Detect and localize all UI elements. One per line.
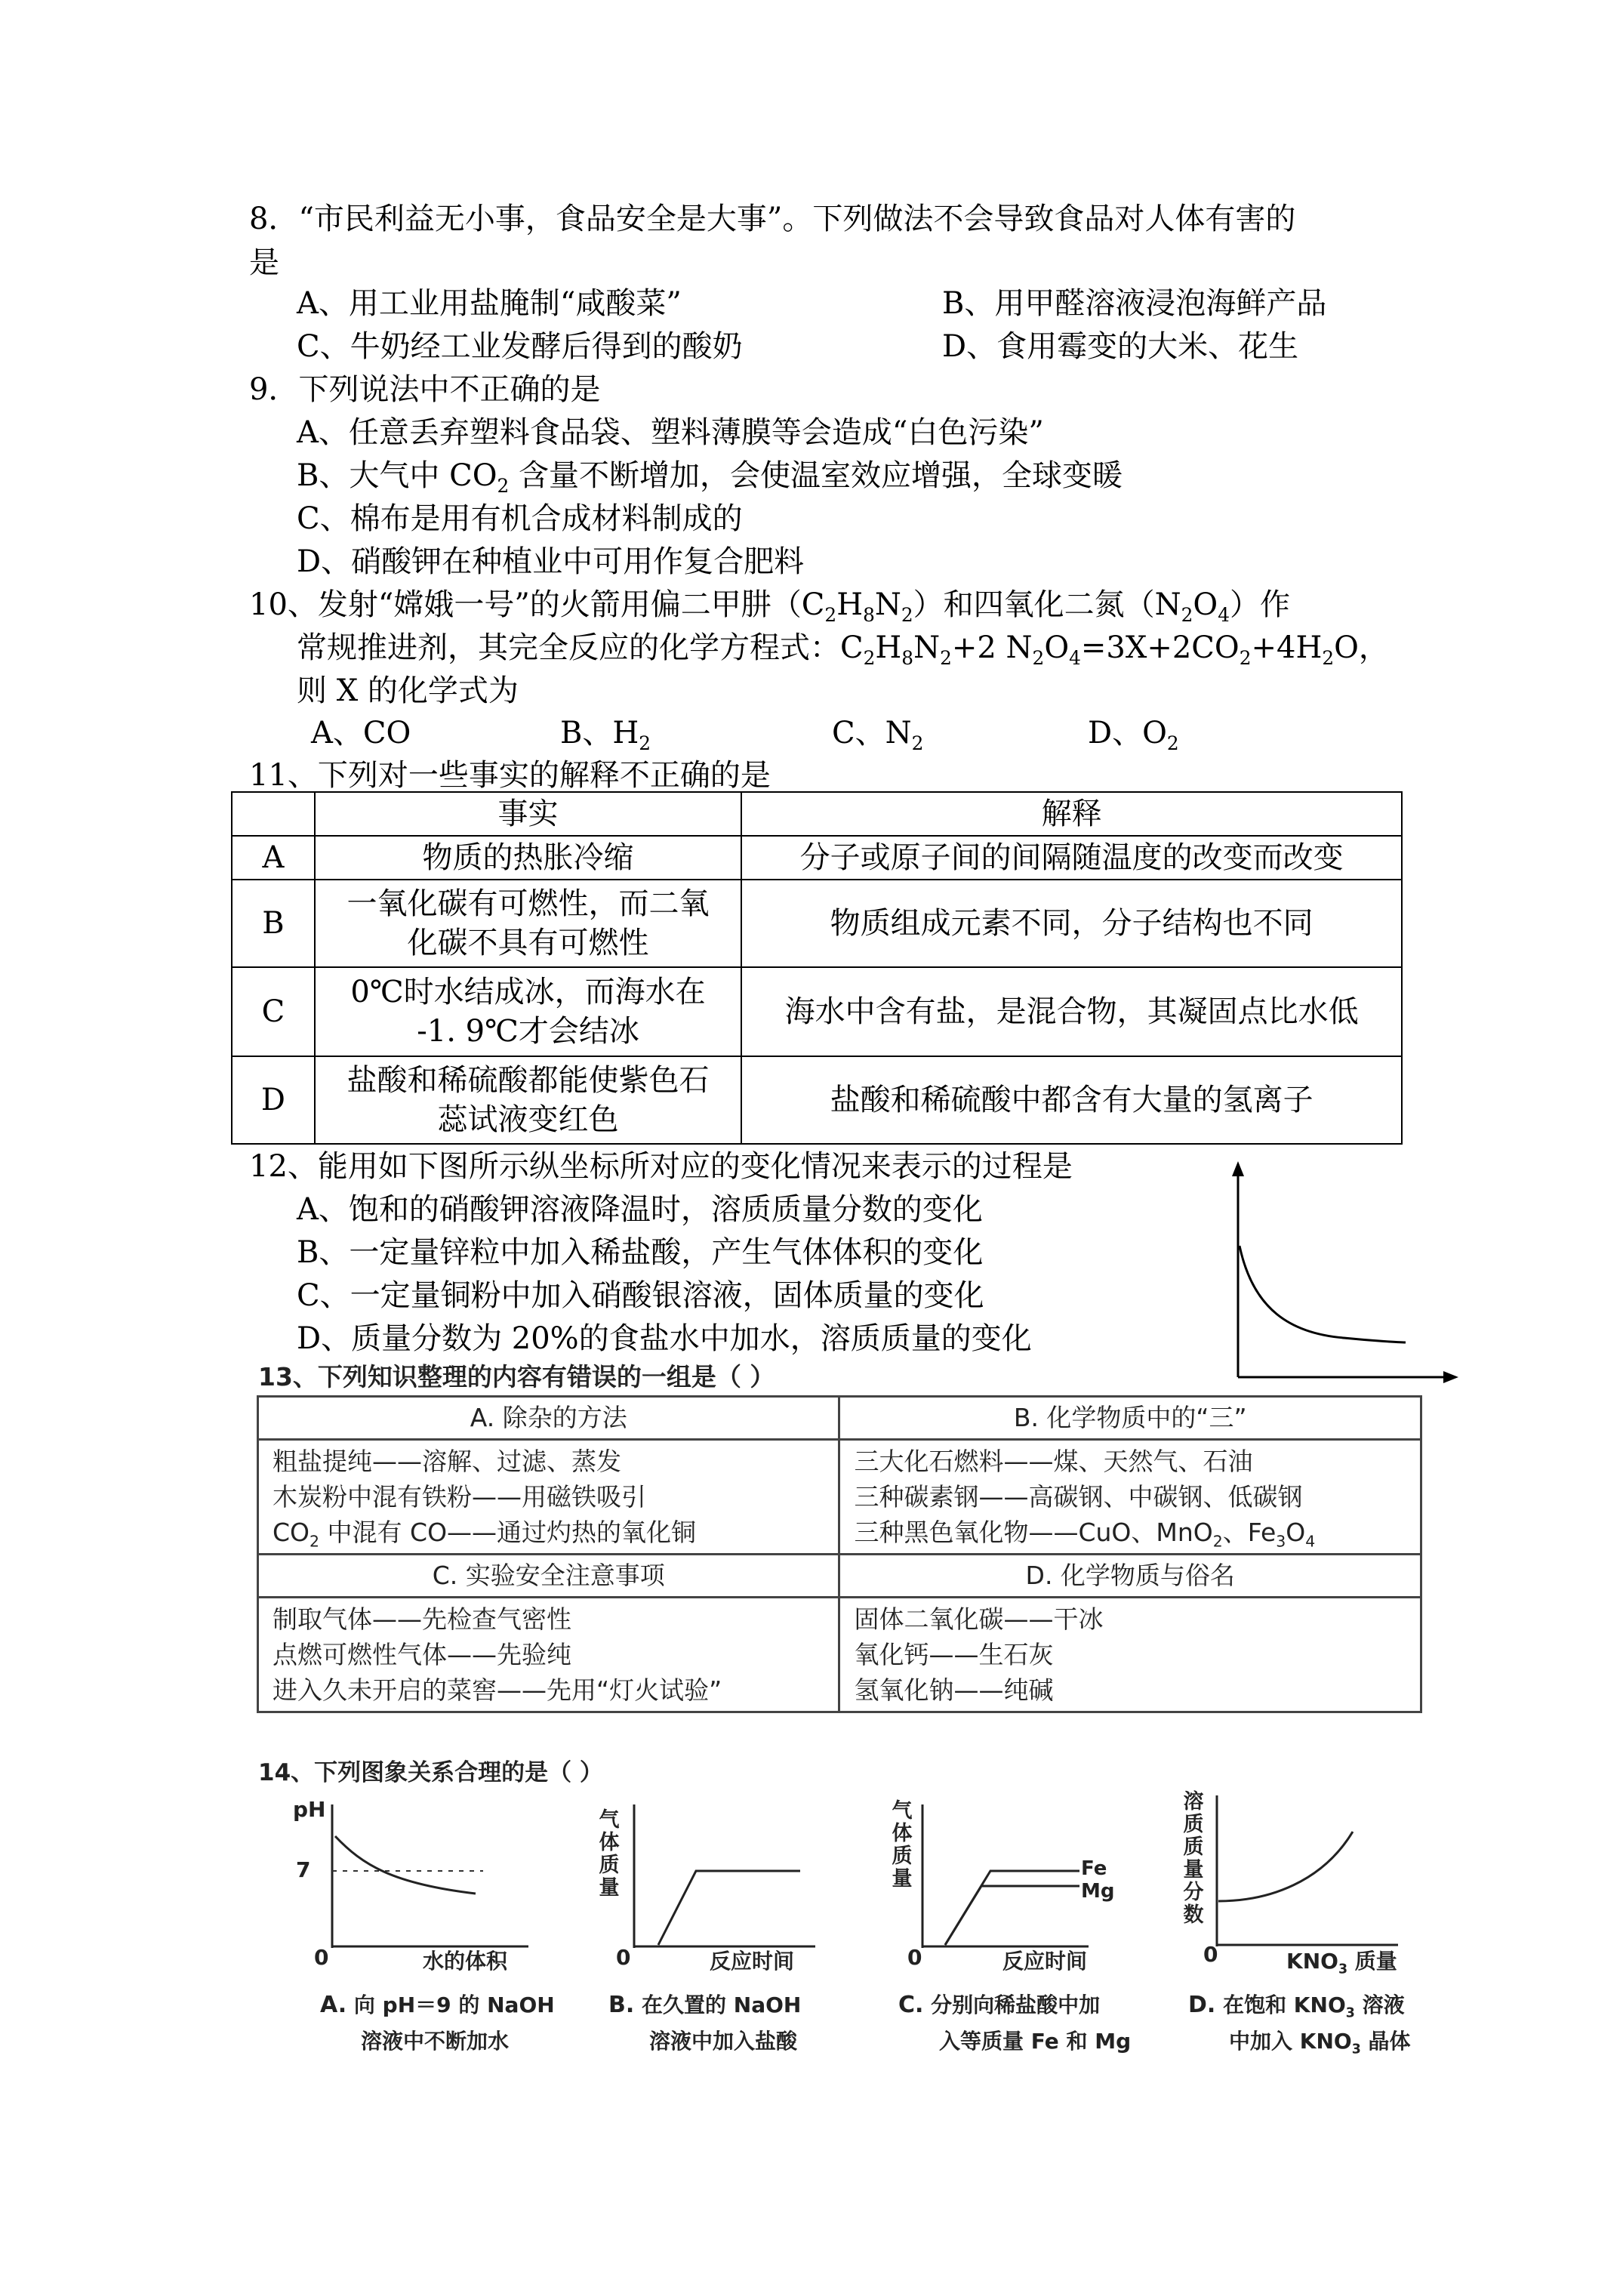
table-row	[232, 880, 1402, 967]
list-item: 固体二氧化碳——干冰	[854, 1604, 1104, 1634]
row-label: B	[232, 880, 315, 967]
q10-option-c: C、$N_2$	[832, 716, 924, 754]
q12-option-a: A、饱和的硝酸钾溶液降温时，溶质质量分数的变化	[297, 1192, 983, 1227]
q8-option-b: B、用甲醛溶液浸泡海鲜产品	[942, 286, 1327, 321]
list-item: 点燃可燃性气体——先验纯	[273, 1640, 571, 1669]
table-row	[232, 836, 1402, 880]
list-item: 三大化石燃料——煤、天然气、石油	[854, 1447, 1253, 1476]
q10-option-d: D、$O_2$	[1088, 716, 1179, 754]
row-fact-line1: 一氧化碳有可燃性，而二氧	[346, 886, 710, 921]
chart-d-y-label: 溶质质量分数	[1183, 1790, 1204, 1927]
table-header-row	[232, 792, 1402, 836]
list-item: 氧化钙——生石灰	[854, 1640, 1054, 1669]
row-explain: 分子或原子间的间隔随温度的改变而改变	[741, 836, 1402, 880]
chart-a-origin: 0	[314, 1945, 329, 1970]
chart-c-x-label: 反应时间	[1002, 1949, 1088, 1974]
q9-option-d: D、硝酸钾在种植业中可用作复合肥料	[297, 544, 805, 579]
list-item: 木炭粉中混有铁粉——用磁铁吸引	[273, 1482, 646, 1512]
row-fact-line1: 盐酸和稀硫酸都能使紫色石	[346, 1063, 710, 1098]
list-item: 制取气体——先检查气密性	[273, 1604, 571, 1634]
chart-b-graph	[627, 1797, 823, 1948]
chart-a-graph	[325, 1797, 536, 1948]
q12-graph	[1208, 1155, 1464, 1397]
q9-stem: 9．下列说法中不正确的是	[249, 372, 601, 407]
q12-stem: 12、能用如下图所示纵坐标所对应的变化情况来表示的过程是	[249, 1149, 1073, 1184]
list-item: 三种黑色氧化物——CuO、MnO$_2$、$Fe_3O_4$	[854, 1518, 1316, 1551]
q11-table	[231, 791, 1403, 1145]
chart-d-x-label: $KNO_3$ 质量	[1286, 1949, 1397, 1977]
q8-stem-line1: 8．“市民利益无小事，食品安全是大事”。下列做法不会导致食品对人体有害的	[249, 202, 1296, 236]
q10-stem-line2: 常规推进剂，其完全反应的化学方程式：$C_2H_8N_2+2$ $N_2O_4=3X+2CO_2+4H_2O$，	[297, 630, 1389, 669]
chart-a-tick-7: 7	[296, 1857, 311, 1882]
q10-stem-line3: 则 X 的化学式为	[297, 673, 519, 708]
chart-b-x-label: 反应时间	[710, 1949, 795, 1974]
header-fact: 事实	[315, 792, 741, 836]
row-label: A	[232, 836, 315, 880]
q9-option-a: A、任意丢弃塑料食品袋、塑料薄膜等会造成“白色污染”	[297, 415, 1044, 450]
row-fact	[315, 1056, 741, 1144]
fe-line	[945, 1871, 1079, 1945]
chart-c-mg-label: Mg	[1081, 1880, 1115, 1903]
chart-b-y-label: 气体质量	[599, 1808, 620, 1900]
cell-b-title: B. 化学物质中的“三”	[839, 1397, 1421, 1440]
q11-stem: 11、下列对一些事实的解释不正确的是	[249, 758, 771, 793]
row-fact: 物质的热胀冷缩	[315, 836, 741, 880]
chart-d-caption: D. 在饱和 $KNO_3$ 溶液 中加入 $KNO_3$ 晶体	[1188, 1992, 1411, 2057]
gas-line	[658, 1871, 800, 1945]
table-header-row	[258, 1397, 1421, 1440]
y-axis-arrow	[1232, 1161, 1244, 1176]
chart-b-origin: 0	[616, 1945, 631, 1970]
row-fact-line1: 0℃时水结成冰，而海水在	[350, 975, 706, 1009]
row-explain: 盐酸和稀硫酸中都含有大量的氢离子	[741, 1056, 1402, 1144]
header-explain: 解释	[741, 792, 1402, 836]
q14-stem: 14、下列图象关系合理的是（ ）	[258, 1759, 603, 1786]
row-fact-line2: 化碳不具有可燃性	[407, 926, 649, 960]
decay-curve	[1240, 1246, 1406, 1342]
chart-c-graph	[915, 1797, 1096, 1948]
q8-option-d: D、食用霉变的大米、花生	[942, 329, 1299, 364]
q9-option-b: B、大气中 $CO_2$ 含量不断增加，会使温室效应增强，全球变暖	[297, 458, 1123, 497]
cell-d-title: D. 化学物质与俗名	[839, 1555, 1421, 1598]
row-explain: 海水中含有盐，是混合物，其凝固点比水低	[741, 967, 1402, 1056]
q12-option-d: D、质量分数为 20%的食盐水中加水，溶质质量的变化	[297, 1321, 1032, 1356]
x-axis-arrow	[1443, 1371, 1458, 1383]
q8-option-c: C、牛奶经工业发酵后得到的酸奶	[297, 329, 743, 364]
q8-stem-line2: 是	[249, 245, 279, 280]
ph-curve	[335, 1836, 476, 1894]
mg-line	[945, 1886, 1079, 1945]
table-row	[258, 1598, 1421, 1712]
chart-b-caption: B. 在久置的 NaOH 溶液中加入盐酸	[608, 1992, 802, 2054]
table-header-row	[258, 1555, 1421, 1598]
row-explain: 物质组成元素不同，分子结构也不同	[741, 880, 1402, 967]
table-row	[258, 1440, 1421, 1555]
cell-a-title: A. 除杂的方法	[258, 1397, 839, 1440]
list-item: 进入久未开启的菜窖——先用“灯火试验”	[273, 1675, 722, 1705]
list-item: $CO_2$ 中混有 CO——通过灼热的氧化铜	[273, 1518, 697, 1551]
table-row	[232, 967, 1402, 1056]
row-label: D	[232, 1056, 315, 1144]
chart-c-y-label: 气体质量	[892, 1799, 913, 1891]
row-fact-line2: 蕊试液变红色	[437, 1102, 619, 1137]
cell-a-body	[258, 1440, 839, 1555]
q8-option-a: A、用工业用盐腌制“咸酸菜”	[297, 286, 682, 321]
row-label: C	[232, 967, 315, 1056]
q10-option-a: A、CO	[311, 716, 411, 750]
chart-a-caption: A. 向 pH＝9 的 NaOH 溶液中不断加水	[320, 1992, 555, 2054]
table-row	[232, 1056, 1402, 1144]
cell-c-body	[258, 1598, 839, 1712]
q10-stem-line1: 10、发射“嫦娥一号”的火箭用偏二甲肼$(C_2H_8N_2)$和四氧化二氮$(N_2O_4)$作	[249, 587, 1290, 626]
q13-table	[257, 1395, 1422, 1713]
q9-option-c: C、棉布是用有机合成材料制成的	[297, 501, 743, 536]
chart-a-y-label: pH	[293, 1797, 326, 1822]
solubility-curve	[1218, 1832, 1353, 1901]
row-fact	[315, 880, 741, 967]
q12-option-c: C、一定量铜粉中加入硝酸银溶液，固体质量的变化	[297, 1278, 984, 1313]
cell-c-title: C. 实验安全注意事项	[258, 1555, 839, 1598]
row-fact-line2: -1. 9℃才会结冰	[417, 1014, 639, 1049]
q10-option-b: B、$H_2$	[560, 716, 651, 754]
chart-c-origin: 0	[907, 1945, 922, 1970]
chart-c-fe-label: Fe	[1081, 1857, 1107, 1880]
chart-c-caption: C. 分别向稀盐酸中加 入等质量 Fe 和 Mg	[898, 1992, 1132, 2054]
list-item: 粗盐提纯——溶解、过滤、蒸发	[273, 1447, 621, 1476]
chart-a-x-label: 水的体积	[423, 1949, 508, 1974]
row-fact	[315, 967, 741, 1056]
list-item: 氢氧化钠——纯碱	[854, 1675, 1054, 1705]
q13-stem: 13、下列知识整理的内容有错误的一组是（ ）	[258, 1362, 775, 1391]
table-corner-cell	[232, 792, 315, 836]
chart-d-graph	[1209, 1791, 1406, 1949]
cell-b-body	[839, 1440, 1421, 1555]
chart-d-origin: 0	[1203, 1942, 1218, 1967]
list-item: 三种碳素钢——高碳钢、中碳钢、低碳钢	[854, 1482, 1303, 1512]
q12-option-b: B、一定量锌粒中加入稀盐酸，产生气体体积的变化	[297, 1235, 984, 1270]
cell-d-body	[839, 1598, 1421, 1712]
